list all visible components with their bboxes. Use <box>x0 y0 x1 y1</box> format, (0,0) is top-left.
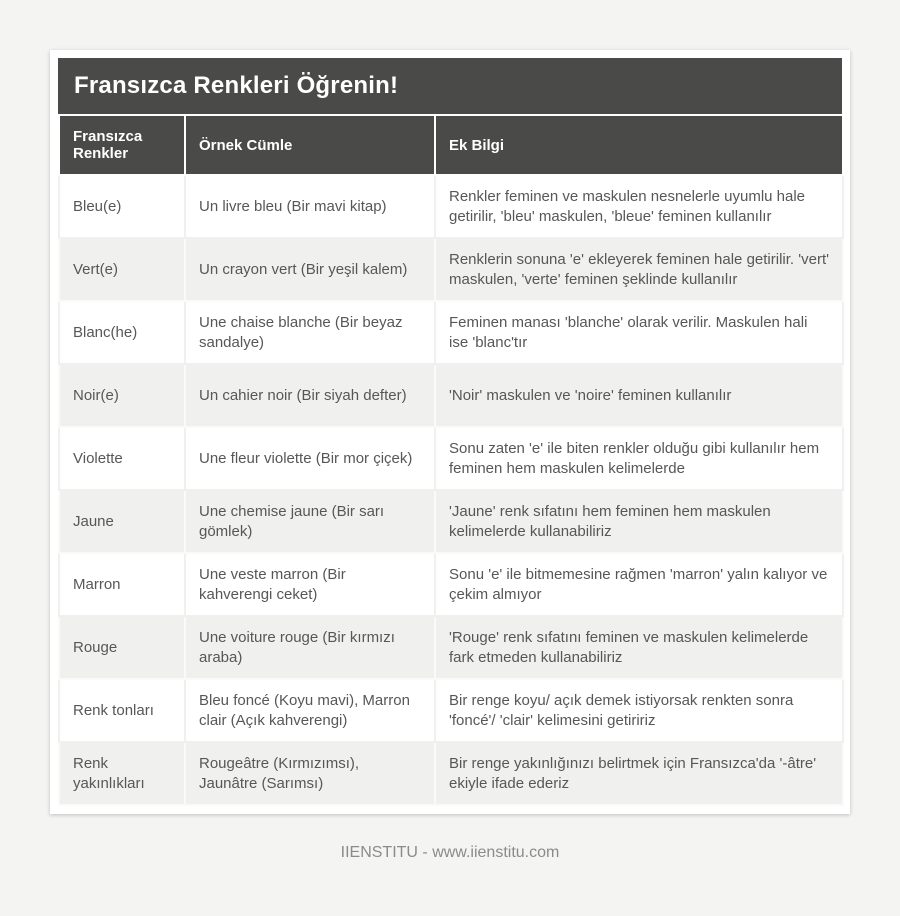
example-sentence-cell: Un livre bleu (Bir mavi kitap) <box>185 175 435 238</box>
column-header-example-sentence: Örnek Cümle <box>185 115 435 175</box>
example-sentence-cell: Un cahier noir (Bir siyah defter) <box>185 364 435 427</box>
extra-info-cell: Bir renge yakınlığınızı belirtmek için Fransızca'da '-âtre' ekiyle ifade ederiz <box>435 742 843 805</box>
table-row <box>59 364 843 427</box>
color-name-cell: Bleu(e) <box>59 175 185 238</box>
color-name-cell: Vert(e) <box>59 238 185 301</box>
example-sentence-cell: Une chemise jaune (Bir sarı gömlek) <box>185 490 435 553</box>
color-name-cell: Jaune <box>59 490 185 553</box>
table-row <box>59 427 843 490</box>
extra-info-cell: Renkler feminen ve maskulen nesnelerle uyumlu hale getirilir, 'bleu' maskulen, 'bleue' feminen kullanılır <box>435 175 843 238</box>
extra-info-cell: 'Noir' maskulen ve 'noire' feminen kullanılır <box>435 364 843 427</box>
table-row <box>59 301 843 364</box>
example-sentence-cell: Une fleur violette (Bir mor çiçek) <box>185 427 435 490</box>
column-header-extra-info: Ek Bilgi <box>435 115 843 175</box>
color-lesson-card <box>50 50 850 814</box>
example-sentence-cell: Une voiture rouge (Bir kırmızı araba) <box>185 616 435 679</box>
color-name-cell: Noir(e) <box>59 364 185 427</box>
extra-info-cell: 'Jaune' renk sıfatını hem feminen hem maskulen kelimelerde kullanabiliriz <box>435 490 843 553</box>
table-row <box>59 553 843 616</box>
table-row <box>59 175 843 238</box>
table-row <box>59 616 843 679</box>
extra-info-cell: 'Rouge' renk sıfatını feminen ve maskulen kelimelerde fark etmeden kullanabiliriz <box>435 616 843 679</box>
example-sentence-cell: Une chaise blanche (Bir beyaz sandalye) <box>185 301 435 364</box>
table-row <box>59 490 843 553</box>
color-name-cell: Blanc(he) <box>59 301 185 364</box>
extra-info-cell: Sonu 'e' ile bitmemesine rağmen 'marron' yalın kalıyor ve çekim almıyor <box>435 553 843 616</box>
example-sentence-cell: Une veste marron (Bir kahverengi ceket) <box>185 553 435 616</box>
column-header-color-name: Fransızca Renkler <box>59 115 185 175</box>
color-name-cell: Renk yakınlıkları <box>59 742 185 805</box>
color-name-cell: Rouge <box>59 616 185 679</box>
extra-info-cell: Renklerin sonuna 'e' ekleyerek feminen hale getirilir. 'vert' maskulen, 'verte' feminen şeklinde kullanılır <box>435 238 843 301</box>
extra-info-cell: Sonu zaten 'e' ile biten renkler olduğu gibi kullanılır hem feminen hem maskulen kelimelerde <box>435 427 843 490</box>
color-name-cell: Marron <box>59 553 185 616</box>
color-name-cell: Renk tonları <box>59 679 185 742</box>
table-row <box>59 238 843 301</box>
page-title: Fransızca Renkleri Öğrenin! <box>58 58 842 114</box>
example-sentence-cell: Un crayon vert (Bir yeşil kalem) <box>185 238 435 301</box>
footer-credit: IIENSTITU - www.iienstitu.com <box>340 844 560 861</box>
table-row <box>59 742 843 805</box>
extra-info-cell: Feminen manası 'blanche' olarak verilir. Maskulen hali ise 'blanc'tır <box>435 301 843 364</box>
french-colors-table <box>58 114 844 806</box>
extra-info-cell: Bir renge koyu/ açık demek istiyorsak renkten sonra 'foncé'/ 'clair' kelimesini getiririz <box>435 679 843 742</box>
table-header-row <box>59 115 843 175</box>
example-sentence-cell: Rougeâtre (Kırmızımsı), Jaunâtre (Sarımsı) <box>185 742 435 805</box>
example-sentence-cell: Bleu foncé (Koyu mavi), Marron clair (Açık kahverengi) <box>185 679 435 742</box>
color-name-cell: Violette <box>59 427 185 490</box>
table-row <box>59 679 843 742</box>
